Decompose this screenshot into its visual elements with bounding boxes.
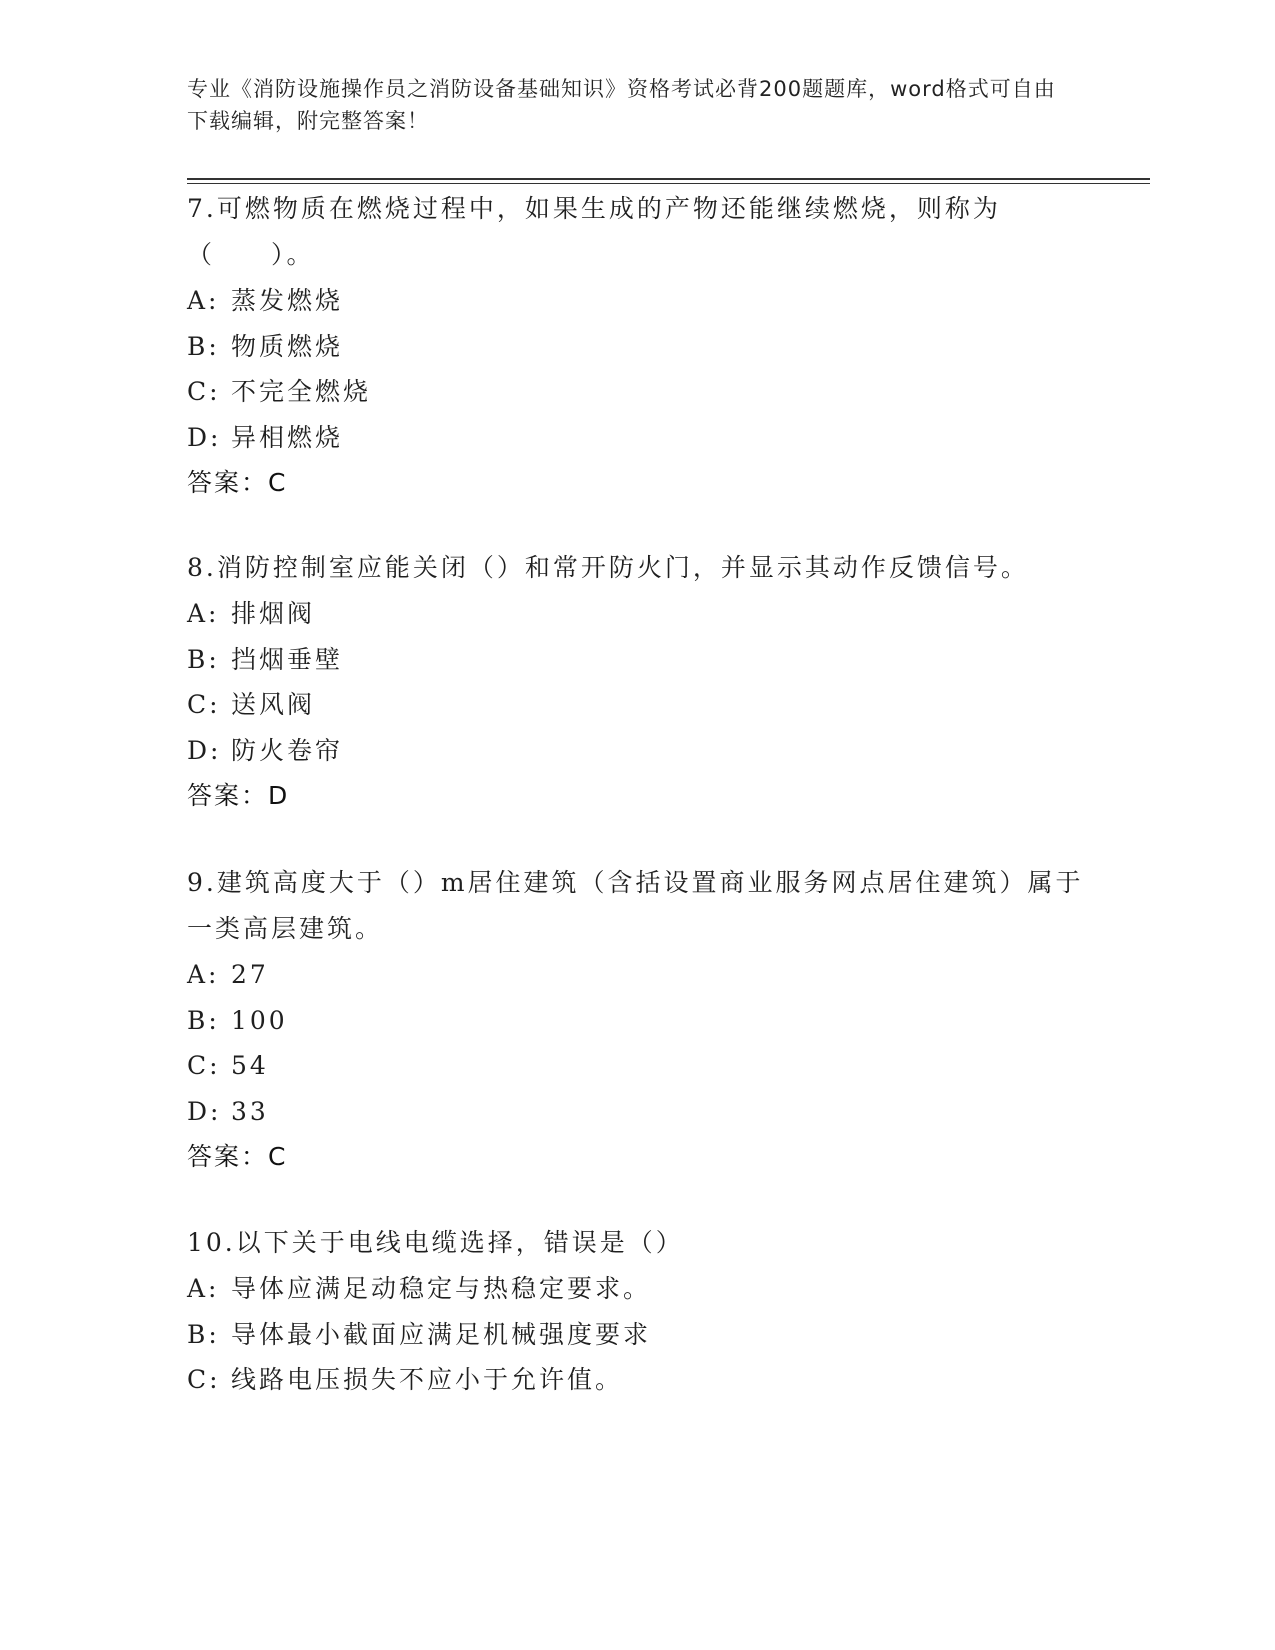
option-label: D:	[187, 735, 222, 765]
option-text: 27	[231, 960, 269, 989]
option-d	[187, 728, 1087, 774]
answer: 答案：D	[187, 781, 290, 810]
option-label: A:	[187, 1274, 220, 1303]
option-label: C:	[187, 1051, 221, 1080]
option-text: 挡烟垂壁	[231, 644, 344, 674]
option-label: A:	[187, 599, 220, 628]
option-text: 排烟阀	[231, 599, 316, 628]
option-label: D:	[187, 1096, 222, 1126]
option-text: 不完全燃烧	[231, 377, 372, 406]
option-text: 防火卷帘	[231, 735, 344, 765]
option-text: 导体应满足动稳定与热稳定要求。	[231, 1274, 652, 1303]
option-c	[187, 682, 1087, 728]
option-text: 线路电压损失不应小于允许值。	[231, 1365, 624, 1394]
option-b	[187, 998, 1087, 1044]
option-label: C:	[187, 690, 221, 719]
question-9	[187, 860, 1087, 1179]
option-text: 33	[231, 1096, 269, 1126]
option-a	[187, 278, 1087, 324]
option-d	[187, 415, 1087, 461]
option-c	[187, 1043, 1087, 1089]
answer: 答案：C	[187, 468, 288, 497]
answer: 答案：C	[187, 1142, 288, 1171]
option-label: B:	[187, 644, 220, 674]
option-b	[187, 1312, 1087, 1358]
option-label: B:	[187, 1319, 220, 1349]
option-text: 送风阀	[231, 690, 316, 719]
option-a	[187, 591, 1087, 637]
option-text: 100	[231, 1005, 288, 1035]
option-d	[187, 1089, 1087, 1135]
question-7	[187, 186, 1087, 505]
option-label: C:	[187, 1365, 221, 1394]
document-header: 专业《消防设施操作员之消防设备基础知识》资格考试必背200题题库，word格式可自由下载编辑，附完整答案！	[187, 77, 1056, 133]
option-label: C:	[187, 377, 221, 406]
question-10	[187, 1220, 1087, 1403]
header-divider-thick	[187, 178, 1150, 180]
question-stem: 7.可燃物质在燃烧过程中，如果生成的产物还能继续燃烧，则称为（ ）。	[187, 194, 1001, 269]
option-b	[187, 324, 1087, 370]
option-b	[187, 637, 1087, 683]
option-text: 导体最小截面应满足机械强度要求	[231, 1319, 652, 1349]
option-text: 蒸发燃烧	[231, 286, 344, 315]
option-label: D:	[187, 422, 222, 452]
option-label: B:	[187, 331, 220, 361]
option-text: 物质燃烧	[231, 331, 344, 361]
option-c	[187, 369, 1087, 415]
question-stem: 8.消防控制室应能关闭（）和常开防火门，并显示其动作反馈信号。	[187, 553, 1029, 582]
option-label: A:	[187, 960, 220, 989]
option-label: A:	[187, 286, 220, 315]
option-a	[187, 952, 1087, 998]
option-a	[187, 1266, 1087, 1312]
question-8	[187, 545, 1087, 818]
option-text: 54	[231, 1051, 269, 1080]
option-label: B:	[187, 1005, 220, 1035]
option-c	[187, 1357, 1087, 1403]
question-stem: 10.以下关于电线电缆选择，错误是（）	[187, 1228, 684, 1257]
option-text: 异相燃烧	[231, 422, 344, 452]
header-divider-thin	[187, 183, 1150, 184]
question-stem: 9.建筑高度大于（）m居住建筑（含括设置商业服务网点居住建筑）属于一类高层建筑。	[187, 868, 1084, 943]
